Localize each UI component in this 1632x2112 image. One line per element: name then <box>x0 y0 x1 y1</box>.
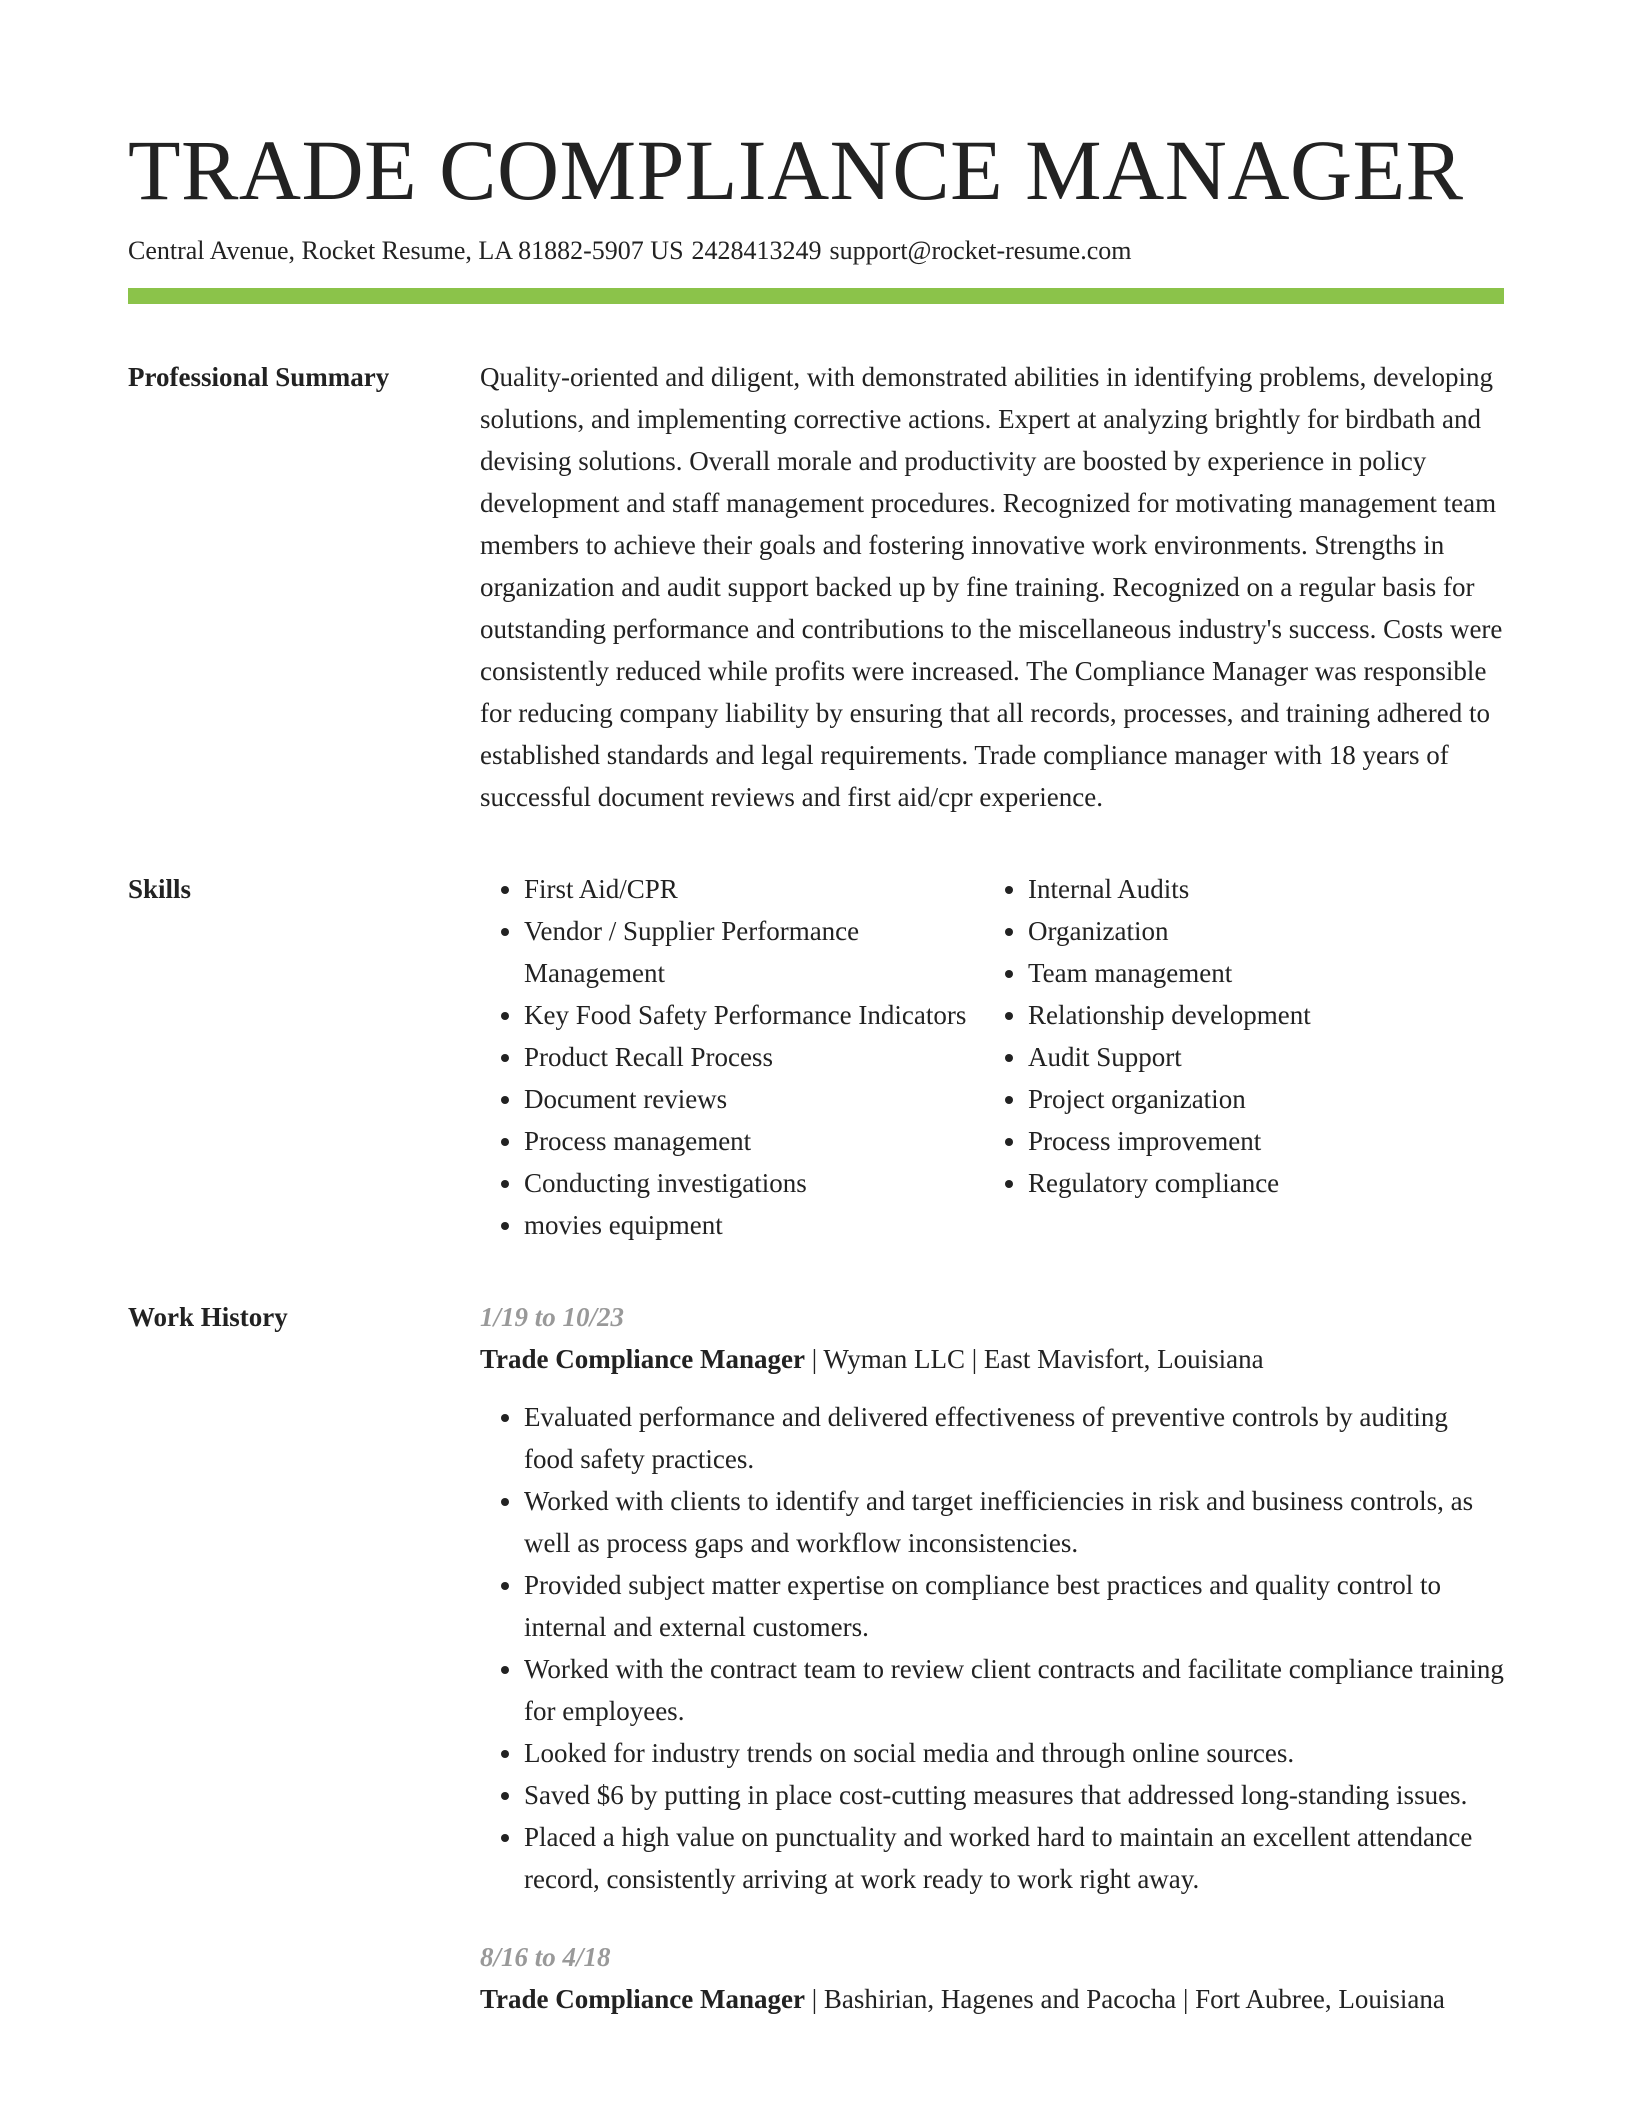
summary-section <box>128 356 1504 818</box>
contact-phone: 2428413249 <box>691 236 822 265</box>
job-dates: 1/19 to 10/23 <box>480 1302 625 1332</box>
skill-item: • Vendor / Supplier Performance Management <box>524 910 984 994</box>
job-details: | Wyman LLC | East Mavisfort, Louisiana <box>804 1344 1264 1374</box>
contact-line <box>128 234 1504 268</box>
skill-item: • Key Food Safety Performance Indicators <box>524 994 984 1036</box>
skill-item: • Project organization <box>1028 1078 1504 1120</box>
skill-item: • Team management <box>1028 952 1504 994</box>
skills-column-2 <box>984 868 1504 1246</box>
header-divider <box>128 288 1504 304</box>
contact-address: Central Avenue, Rocket Resume, LA 81882-5907 US <box>128 236 684 265</box>
job-bullet: • Worked with the contract team to review client contracts and facilitate compliance training for employees. <box>524 1648 1504 1732</box>
summary-text: Quality-oriented and diligent, with demonstrated abilities in identifying problems, developing solutions, and implementing corrective actions. Expert at analyzing brightly for birdbath and devising solutions. Overall morale and productivity are boosted by experience in policy development and staff management procedures. Recognized for motivating management team members to achieve their goals and fostering innovative work environments. Strengths in organization and audit support backed up by fine training. Recognized on a regular basis for outstanding performance and contributions to the miscellaneous industry's success. Costs were consistently reduced while profits were increased. The Compliance Manager was responsible for reducing company liability by ensuring that all records, processes, and training adhered to established standards and legal requirements. Trade compliance manager with 18 years of successful document reviews and first aid/cpr experience. <box>480 362 1503 812</box>
skills-title: Skills <box>128 874 192 904</box>
job-entry <box>480 1936 1504 2020</box>
skill-item: • Organization <box>1028 910 1504 952</box>
skill-item: • Regulatory compliance <box>1028 1162 1504 1204</box>
job-title: Trade Compliance Manager <box>480 1984 805 2014</box>
job-heading <box>480 1338 1504 1380</box>
work-history-title: Work History <box>128 1302 288 1332</box>
job-bullet: • Provided subject matter expertise on compliance best practices and quality control to internal and external customers. <box>524 1564 1504 1648</box>
job-bullet: • Looked for industry trends on social media and through online sources. <box>524 1732 1504 1774</box>
job-bullet: • Placed a high value on punctuality and worked hard to maintain an excellent attendance record, consistently arriving at work ready to work right away. <box>524 1816 1504 1900</box>
job-details: | Bashirian, Hagenes and Pacocha | Fort Aubree, Louisiana <box>804 1984 1445 2014</box>
job-entry <box>480 1296 1504 1900</box>
skill-item: • Internal Audits <box>1028 868 1504 910</box>
job-dates: 8/16 to 4/18 <box>480 1942 611 1972</box>
skill-item: • movies equipment <box>524 1204 984 1246</box>
contact-email: support@rocket-resume.com <box>829 236 1132 265</box>
skill-item: • Relationship development <box>1028 994 1504 1036</box>
work-history-section <box>128 1296 1504 2020</box>
job-title: Trade Compliance Manager <box>480 1344 805 1374</box>
job-heading <box>480 1978 1504 2020</box>
skill-item: • Document reviews <box>524 1078 984 1120</box>
job-bullets <box>480 1396 1504 1900</box>
skill-item: • Product Recall Process <box>524 1036 984 1078</box>
resume-name: TRADE COMPLIANCE MANAGER <box>128 122 1464 218</box>
skill-item: • First Aid/CPR <box>524 868 984 910</box>
summary-title: Professional Summary <box>128 362 390 392</box>
skill-item: • Process improvement <box>1028 1120 1504 1162</box>
resume-page <box>128 120 1504 2020</box>
skill-item: • Conducting investigations <box>524 1162 984 1204</box>
skill-item: • Process management <box>524 1120 984 1162</box>
skill-item: • Audit Support <box>1028 1036 1504 1078</box>
skills-section <box>128 868 1504 1246</box>
skills-column-1 <box>480 868 984 1246</box>
job-bullet: • Worked with clients to identify and target inefficiencies in risk and business controls, as well as process gaps and workflow inconsistencies. <box>524 1480 1504 1564</box>
job-bullet: • Evaluated performance and delivered effectiveness of preventive controls by auditing food safety practices. <box>524 1396 1504 1480</box>
job-bullet: • Saved $6 by putting in place cost-cutting measures that addressed long-standing issues. <box>524 1774 1504 1816</box>
